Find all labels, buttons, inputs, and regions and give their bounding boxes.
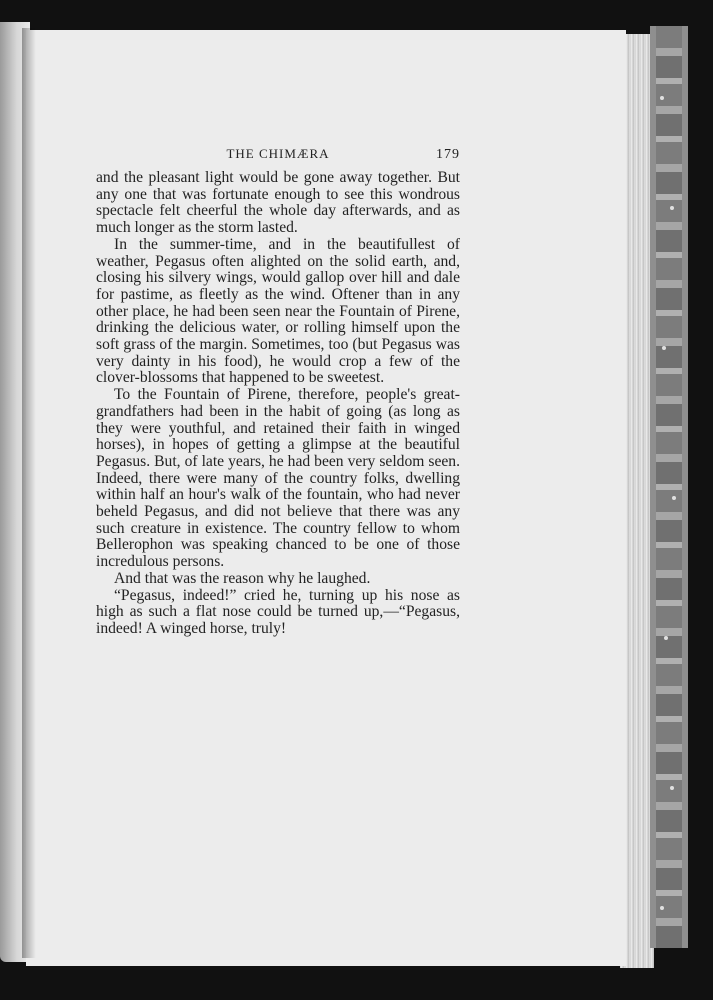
page-gutter-shadow [22,28,36,958]
cover-ornament [670,206,674,210]
page-number: 179 [436,147,460,162]
running-head [96,146,460,170]
cover-ornament [664,636,668,640]
cover-ornament [662,346,666,350]
cover-ornament [660,96,664,100]
cover-pattern [656,26,682,948]
cover-ornament [672,496,676,500]
paragraph: And that was the reason why he laughed. [114,569,371,587]
cover-ornament [670,786,674,790]
cover-ornament [660,906,664,910]
paragraph: To the Fountain of Pirene, therefore, people's great-grandfathers had been in the habit of going (as long as they were youthful, and retained their faith in winged horses), in hopes of getting a glimpse at the beautiful Pegasus. But, of late years, he had been very seldom seen. Indeed, there were many of the country folks, dwelling within half an hour's walk of the fountain, who had never beheld Pegasus, and did not believe that there was any such creature in existence. The country fellow to whom Bellerophon was speaking chanced to be one of those incredulous persons. [96,386,460,571]
paragraph: In the summer-time, and in the beautifullest of weather, Pegasus often alighted on the solid earth, and, closing his silvery wings, would gallop over hill and dale for pastime, as fleetly as the wind. Oftener than in any other place, he had been seen near the Fountain of Pirene, drinking the delicious water, or rolling himself upon the soft grass of the margin. Sometimes, too (but Pegasus was very dainty in his food), he would crop a few of the clover-blossoms that happened to be sweetest. [96,235,460,387]
paragraph: and the pleasant light would be gone away together. But any one that was fortunate enough to see this wondrous spectacle felt cheerful the whole day afterwards, and as much longer as the storm lasted. [96,169,460,237]
paragraph: “Pegasus, indeed!” cried he, turning up his nose as high as such a flat nose could be turned up,—“Pegasus, indeed! A winged horse, truly! [96,586,460,637]
running-title: THE CHIMÆRA [226,146,330,161]
book-cover-edge [650,26,688,948]
page-text [96,146,460,638]
